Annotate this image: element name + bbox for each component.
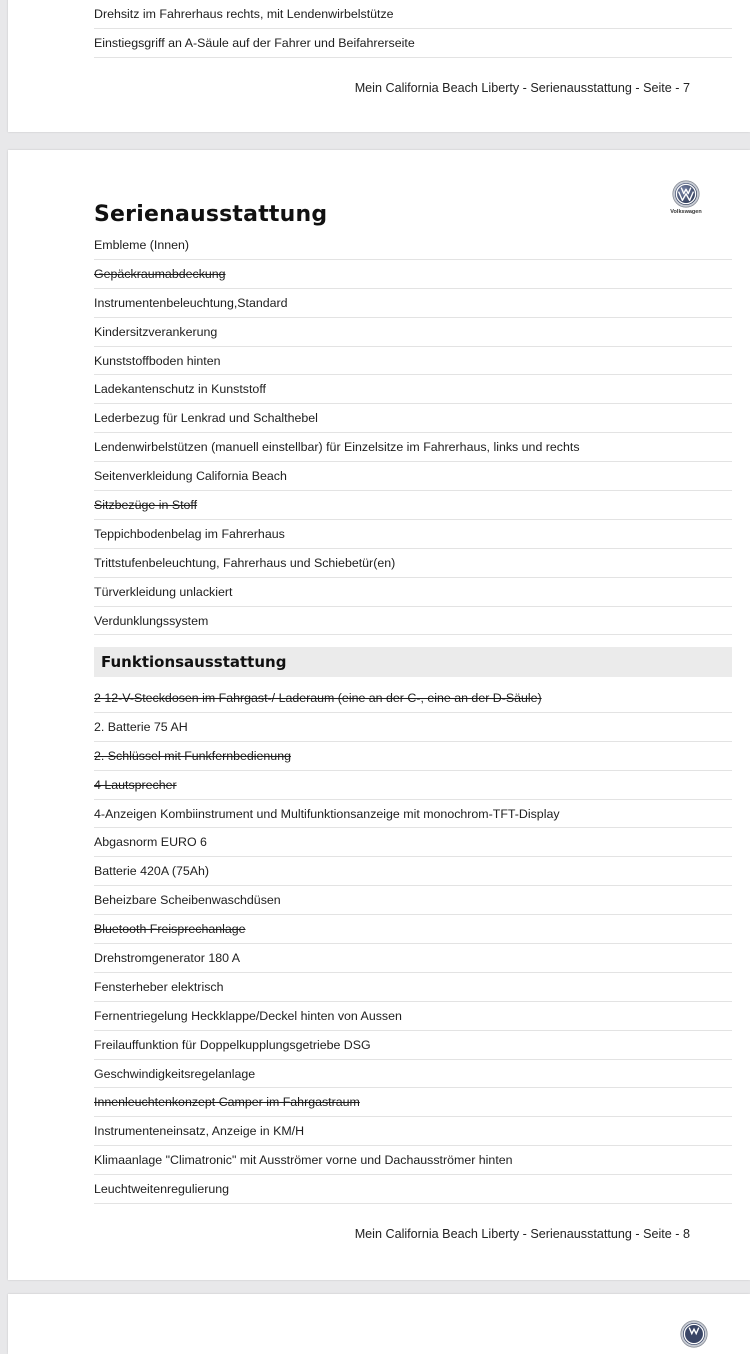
equipment-list-page-7 [94, 0, 732, 58]
list-item-text: Fensterheber elektrisch [94, 979, 224, 994]
list-item [94, 684, 732, 713]
list-item-text: Freilauffunktion für Doppelkupplungsgetriebe DSG [94, 1037, 371, 1052]
vw-logo [664, 180, 708, 215]
list-item [94, 1088, 732, 1117]
list-item-text: Ladekantenschutz in Kunststoff [94, 382, 266, 397]
list-item-text: Teppichbodenbelag im Fahrerhaus [94, 526, 285, 541]
list-item [94, 1146, 732, 1175]
list-item-text: Lendenwirbelstützen (manuell einstellbar) für Einzelsitze im Fahrerhaus, links und rechts [94, 440, 580, 455]
list-item [94, 0, 732, 29]
list-item [94, 1117, 732, 1146]
list-item-text: Lederbezug für Lenkrad und Schalthebel [94, 411, 318, 426]
list-item-text: Drehstromgenerator 180 A [94, 951, 241, 966]
list-item-text: Geschwindigkeitsregelanlage [94, 1066, 256, 1081]
document-page-7 [8, 0, 750, 132]
list-item-text: Beheizbare Scheibenwaschdüsen [94, 893, 281, 908]
section-header-funktionsausstattung: Funktionsausstattung [94, 647, 732, 677]
list-item [94, 549, 732, 578]
list-item-text: 2 12-V-Steckdosen im Fahrgast-/ Laderaum (eine an der C-, eine an der D-Säule) [94, 691, 542, 705]
list-item [94, 857, 732, 886]
list-item-text: Kunststoffboden hinten [94, 353, 221, 368]
list-item [94, 771, 732, 800]
list-item-text: Leuchtweitenregulierung [94, 1182, 230, 1197]
logo-label: Volkswagen [670, 209, 702, 215]
list-item-text: Drehsitz im Fahrerhaus rechts, mit Lendenwirbelstütze [94, 7, 394, 21]
list-item-text: 2. Schlüssel mit Funkfernbedienung [94, 748, 291, 763]
list-item [94, 973, 732, 1002]
list-item [94, 800, 732, 829]
list-item [94, 347, 732, 376]
list-item-text: 2. Batterie 75 AH [94, 719, 188, 734]
list-item [94, 607, 732, 636]
list-item-text: Verdunklungssystem [94, 613, 209, 628]
list-item [94, 944, 732, 973]
list-item-text: Sitzbezüge in Stoff [94, 498, 198, 513]
list-item [94, 578, 732, 607]
document-page-8 [8, 150, 750, 1280]
list-item-text: Embleme (Innen) [94, 238, 190, 252]
list-item [94, 491, 732, 520]
interior-equipment-list [94, 231, 732, 635]
list-item [94, 318, 732, 347]
volkswagen-logo-icon [680, 1320, 708, 1353]
list-item-text: Instrumenteneinsatz, Anzeige in KM/H [94, 1124, 305, 1139]
list-item [94, 29, 732, 58]
list-item [94, 375, 732, 404]
list-item [94, 404, 732, 433]
list-item [94, 713, 732, 742]
list-item-text: Trittstufenbeleuchtung, Fahrerhaus und Schiebetür(en) [94, 555, 396, 570]
list-item [94, 1031, 732, 1060]
list-item-text: Seitenverkleidung California Beach [94, 469, 287, 484]
function-equipment-list [94, 684, 732, 1204]
list-item-text: Einstiegsgriff an A-Säule auf der Fahrer und Beifahrerseite [94, 35, 415, 50]
list-item [94, 886, 732, 915]
list-item-text: Instrumentenbeleuchtung,Standard [94, 295, 288, 310]
list-item [94, 742, 732, 771]
list-item-text: Abgasnorm EURO 6 [94, 835, 207, 850]
list-item [94, 1002, 732, 1031]
list-item [94, 828, 732, 857]
list-item-text: Batterie 420A (75Ah) [94, 864, 210, 879]
list-item [94, 1175, 732, 1204]
list-item [94, 260, 732, 289]
list-item [94, 520, 732, 549]
list-item [94, 915, 732, 944]
list-item-text: Gepäckraumabdeckung [94, 266, 226, 281]
list-item-text: Bluetooth Freisprechanlage [94, 922, 246, 937]
page-footer: Mein California Beach Liberty - Serienausstattung - Seite - 8 [354, 1227, 690, 1241]
list-item-text: Klimaanlage "Climatronic" mit Ausströmer vorne und Dachausströmer hinten [94, 1153, 513, 1168]
list-item [94, 231, 732, 260]
list-item [94, 289, 732, 318]
list-item [94, 462, 732, 491]
list-item-text: Innenleuchtenkonzept Camper im Fahrgastraum [94, 1095, 360, 1110]
page-footer: Mein California Beach Liberty - Serienausstattung - Seite - 7 [354, 81, 690, 95]
list-item [94, 1060, 732, 1089]
list-item-text: Fernentriegelung Heckklappe/Deckel hinten von Aussen [94, 1008, 402, 1023]
document-page-9 [8, 1294, 750, 1354]
list-item-text: 4 Lautsprecher [94, 777, 177, 792]
list-item [94, 433, 732, 462]
volkswagen-logo-icon [664, 180, 708, 208]
page-title: Serienausstattung [94, 202, 328, 227]
list-item-text: 4-Anzeigen Kombiinstrument und Multifunktionsanzeige mit monochrom-TFT-Display [94, 806, 560, 821]
list-item-text: Türverkleidung unlackiert [94, 584, 233, 599]
list-item-text: Kindersitzverankerung [94, 324, 218, 339]
